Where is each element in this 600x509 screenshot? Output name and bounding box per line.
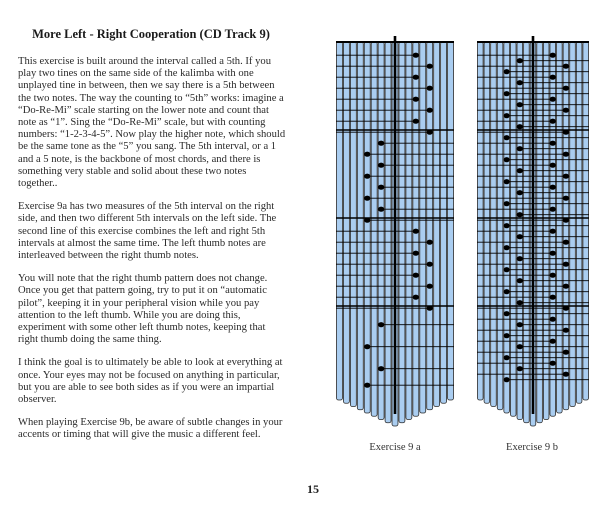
paragraph: You will note that the right thumb pattern does not change. Once you get that pattern going, try to put it on “automatic pilot”, keeping it in your peripheral vision while you pay attention to the left thumb. While you are doing this, experiment with some other left thumb notes, keeping that right thumb doing the same thing. [18,273,268,346]
tine [484,42,490,403]
tine [510,42,516,416]
note-head [503,201,509,206]
note-head [563,130,569,135]
kalimba-tab-diagram-9a [336,36,454,421]
note-head [378,185,384,190]
note-head [563,372,569,377]
diagram-caption-9b: Exercise 9 b [506,442,558,453]
paragraph: When playing Exercise 9b, be aware of subtle changes in your accents or timing that will give the music a different feel. [18,417,283,441]
note-head [427,262,433,267]
note-head [517,102,523,107]
note-head [550,361,556,366]
body-text [18,56,286,453]
note-head [563,218,569,223]
note-head [550,185,556,190]
note-head [427,64,433,69]
tine [427,42,433,410]
note-head [517,344,523,349]
note-head [503,355,509,360]
note-head [517,212,523,217]
tine [378,42,384,420]
note-head [503,179,509,184]
note-head [413,273,419,278]
kalimba-tab-diagram-9b [477,36,589,421]
tine [570,42,576,407]
note-head [550,141,556,146]
note-head [503,135,509,140]
note-head [550,339,556,344]
note-head [413,251,419,256]
note-head [378,322,384,327]
tine [343,42,349,403]
note-head [503,311,509,316]
note-head [503,333,509,338]
page-title: More Left - Right Cooperation (CD Track 9) [32,27,270,41]
note-head [413,229,419,234]
note-head [563,328,569,333]
note-head [427,86,433,91]
tine [441,42,447,403]
tine [364,42,370,413]
note-head [550,97,556,102]
note-head [364,152,370,157]
note-head [427,240,433,245]
tine [357,42,363,410]
note-head [378,366,384,371]
tine [350,42,356,407]
note-head [550,75,556,80]
note-head [563,284,569,289]
note-head [413,75,419,80]
note-head [563,152,569,157]
tine [406,42,412,420]
note-head [517,366,523,371]
note-head [550,53,556,58]
note-head [550,317,556,322]
note-head [427,306,433,311]
tine [478,42,484,400]
note-head [503,289,509,294]
note-head [413,53,419,58]
note-head [563,350,569,355]
note-head [517,58,523,63]
note-head [550,273,556,278]
note-head [364,218,370,223]
tine [497,42,503,410]
note-head [378,163,384,168]
diagram-caption-9a: Exercise 9 a [369,442,421,453]
note-head [517,300,523,305]
tine [576,42,582,403]
tine [434,42,440,407]
note-head [563,240,569,245]
note-head [427,108,433,113]
note-head [517,256,523,261]
note-head [517,80,523,85]
note-head [563,174,569,179]
paragraph: I think the goal is to ultimately be able to look at everything at once. Your eyes may not be focused on anything in particular, but you are able to see both sides as if you were an impartial observer. [18,357,283,406]
note-head [517,234,523,239]
note-head [364,174,370,179]
note-head [503,113,509,118]
note-head [550,295,556,300]
note-head [517,322,523,327]
note-head [503,377,509,382]
tine [337,42,343,400]
note-head [517,124,523,129]
tine [448,42,454,400]
note-head [503,245,509,250]
note-head [563,196,569,201]
note-head [364,196,370,201]
note-head [503,157,509,162]
note-head [503,223,509,228]
note-head [550,163,556,168]
paragraph: Exercise 9a has two measures of the 5th interval on the right side, and then two different 5th intervals on the left side. The second line of this exercise combines the left and right 5th intervals at almost the same time. The left thumb notes are interleaved between the right thumb notes. [18,201,277,262]
note-head [550,119,556,124]
note-head [563,108,569,113]
note-head [517,168,523,173]
note-head [378,207,384,212]
tine [371,42,377,416]
note-head [563,306,569,311]
tine [420,42,426,413]
note-head [550,229,556,234]
note-head [364,383,370,388]
note-head [427,130,433,135]
note-head [413,119,419,124]
note-head [503,267,509,272]
note-head [503,91,509,96]
note-head [563,262,569,267]
page-number: 15 [307,482,319,496]
note-head [427,284,433,289]
note-head [364,344,370,349]
note-head [517,146,523,151]
note-head [503,69,509,74]
note-head [378,141,384,146]
paragraph: This exercise is built around the interval called a 5th. If you play two tines on the same side of the kalimba with one unplayed tine in between, then we say there is a 5th between the two notes. The way the counting to “5th” works: imagine a “Do-Re-Mi” scale starting on the lower note and count that note as “1”. Sing the “Do-Re-Mi” scale, but with counting numbers: “1-2-3-4-5”. Now play the higher note, which should be the same tone as the “5” you sang. The 5th interval, or a 1 and a 5 note, is the backbone of most chords, and there is something very stable and solid about these two notes together.. [18,56,286,190]
tine [583,42,589,400]
note-head [563,86,569,91]
note-head [413,97,419,102]
note-head [517,190,523,195]
note-head [550,207,556,212]
note-head [550,251,556,256]
note-head [413,295,419,300]
note-head [563,64,569,69]
note-head [517,278,523,283]
